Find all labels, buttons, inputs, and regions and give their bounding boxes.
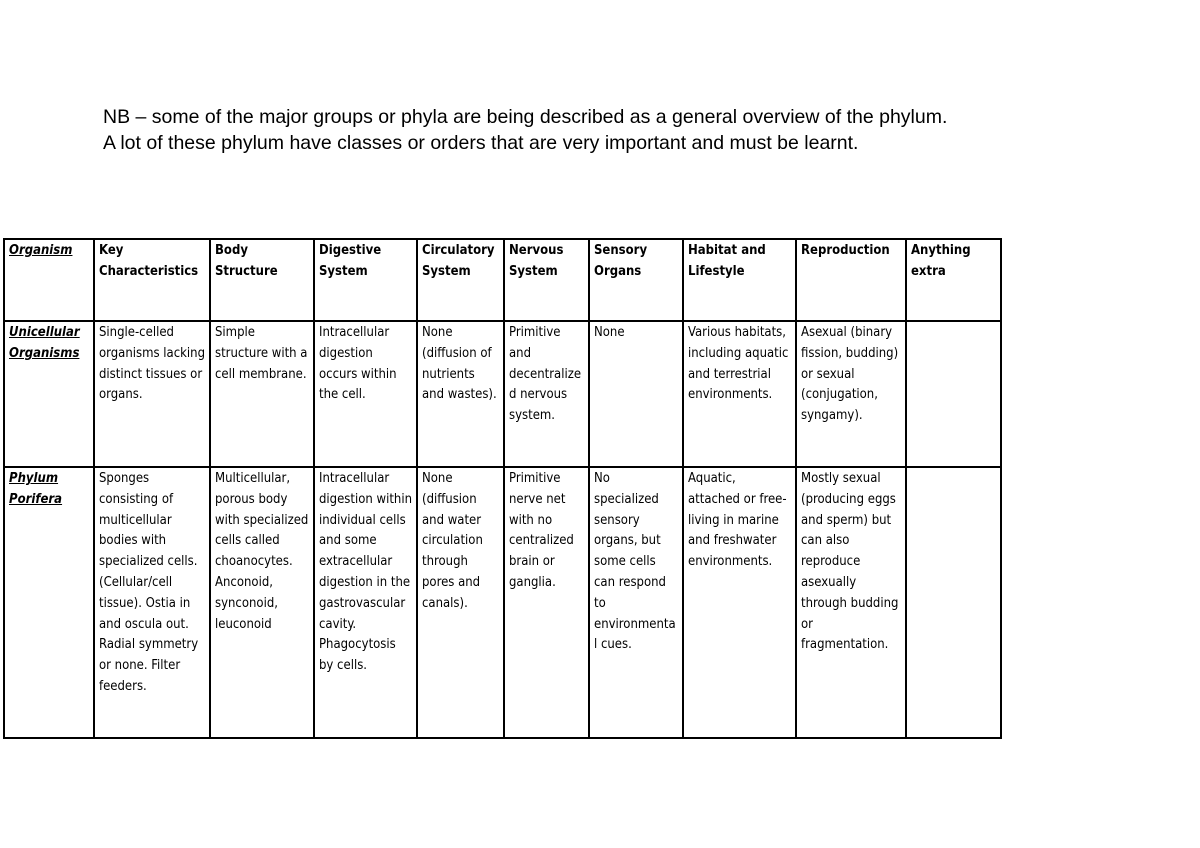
cell-reproduction: Asexual (binary fission, budding) or sexual (conjugation, syngamy). bbox=[796, 321, 906, 467]
header-circulatory-system: Circulatory System bbox=[417, 239, 504, 321]
cell-organism: Unicellular Organisms bbox=[4, 321, 94, 467]
table-row bbox=[4, 467, 1001, 738]
intro-line-2: A lot of these phylum have classes or orders that are very important and must be learnt. bbox=[103, 132, 859, 154]
header-digestive-system: Digestive System bbox=[314, 239, 417, 321]
phyla-table bbox=[3, 238, 1002, 739]
cell-organism: Phylum Porifera bbox=[4, 467, 94, 738]
header-anything-extra: Anything extra bbox=[906, 239, 1001, 321]
cell-anything-extra bbox=[906, 321, 1001, 467]
cell-key-characteristics: Sponges consisting of multicellular bodies with specialized cells. (Cellular/cell tissue). Ostia in and oscula out. Radial symmetry or none. Filter feeders. bbox=[94, 467, 210, 738]
cell-body-structure: Multicellular, porous body with specialized cells called choanocytes. Anconoid, synconoid, leuconoid bbox=[210, 467, 314, 738]
cell-anything-extra bbox=[906, 467, 1001, 738]
header-reproduction: Reproduction bbox=[796, 239, 906, 321]
cell-key-characteristics: Single-celled organisms lacking distinct tissues or organs. bbox=[94, 321, 210, 467]
cell-sensory-organs: None bbox=[589, 321, 683, 467]
header-habitat-lifestyle: Habitat and Lifestyle bbox=[683, 239, 796, 321]
header-nervous-system: Nervous System bbox=[504, 239, 589, 321]
header-organism: Organism bbox=[4, 239, 94, 321]
cell-habitat-lifestyle: Various habitats, including aquatic and terrestrial environments. bbox=[683, 321, 796, 467]
cell-nervous-system: Primitive and decentralized nervous system. bbox=[504, 321, 589, 467]
cell-digestive-system: Intracellular digestion within individual cells and some extracellular digestion in the gastrovascular cavity. Phagocytosis by cells. bbox=[314, 467, 417, 738]
cell-body-structure: Simple structure with a cell membrane. bbox=[210, 321, 314, 467]
cell-habitat-lifestyle: Aquatic, attached or free-living in marine and freshwater environments. bbox=[683, 467, 796, 738]
intro-line-1: NB – some of the major groups or phyla are being described as a general overview of the phylum. bbox=[103, 106, 948, 128]
table-header-row bbox=[4, 239, 1001, 321]
cell-circulatory-system: None (diffusion and water circulation through pores and canals). bbox=[417, 467, 504, 738]
header-body-structure: Body Structure bbox=[210, 239, 314, 321]
cell-reproduction: Mostly sexual (producing eggs and sperm) but can also reproduce asexually through budding or fragmentation. bbox=[796, 467, 906, 738]
table-row bbox=[4, 321, 1001, 467]
header-key-characteristics: Key Characteristics bbox=[94, 239, 210, 321]
cell-sensory-organs: No specialized sensory organs, but some cells can respond to environmental cues. bbox=[589, 467, 683, 738]
cell-circulatory-system: None (diffusion of nutrients and wastes). bbox=[417, 321, 504, 467]
intro-note bbox=[103, 104, 947, 156]
header-sensory-organs: Sensory Organs bbox=[589, 239, 683, 321]
cell-nervous-system: Primitive nerve net with no centralized brain or ganglia. bbox=[504, 467, 589, 738]
cell-digestive-system: Intracellular digestion occurs within the cell. bbox=[314, 321, 417, 467]
